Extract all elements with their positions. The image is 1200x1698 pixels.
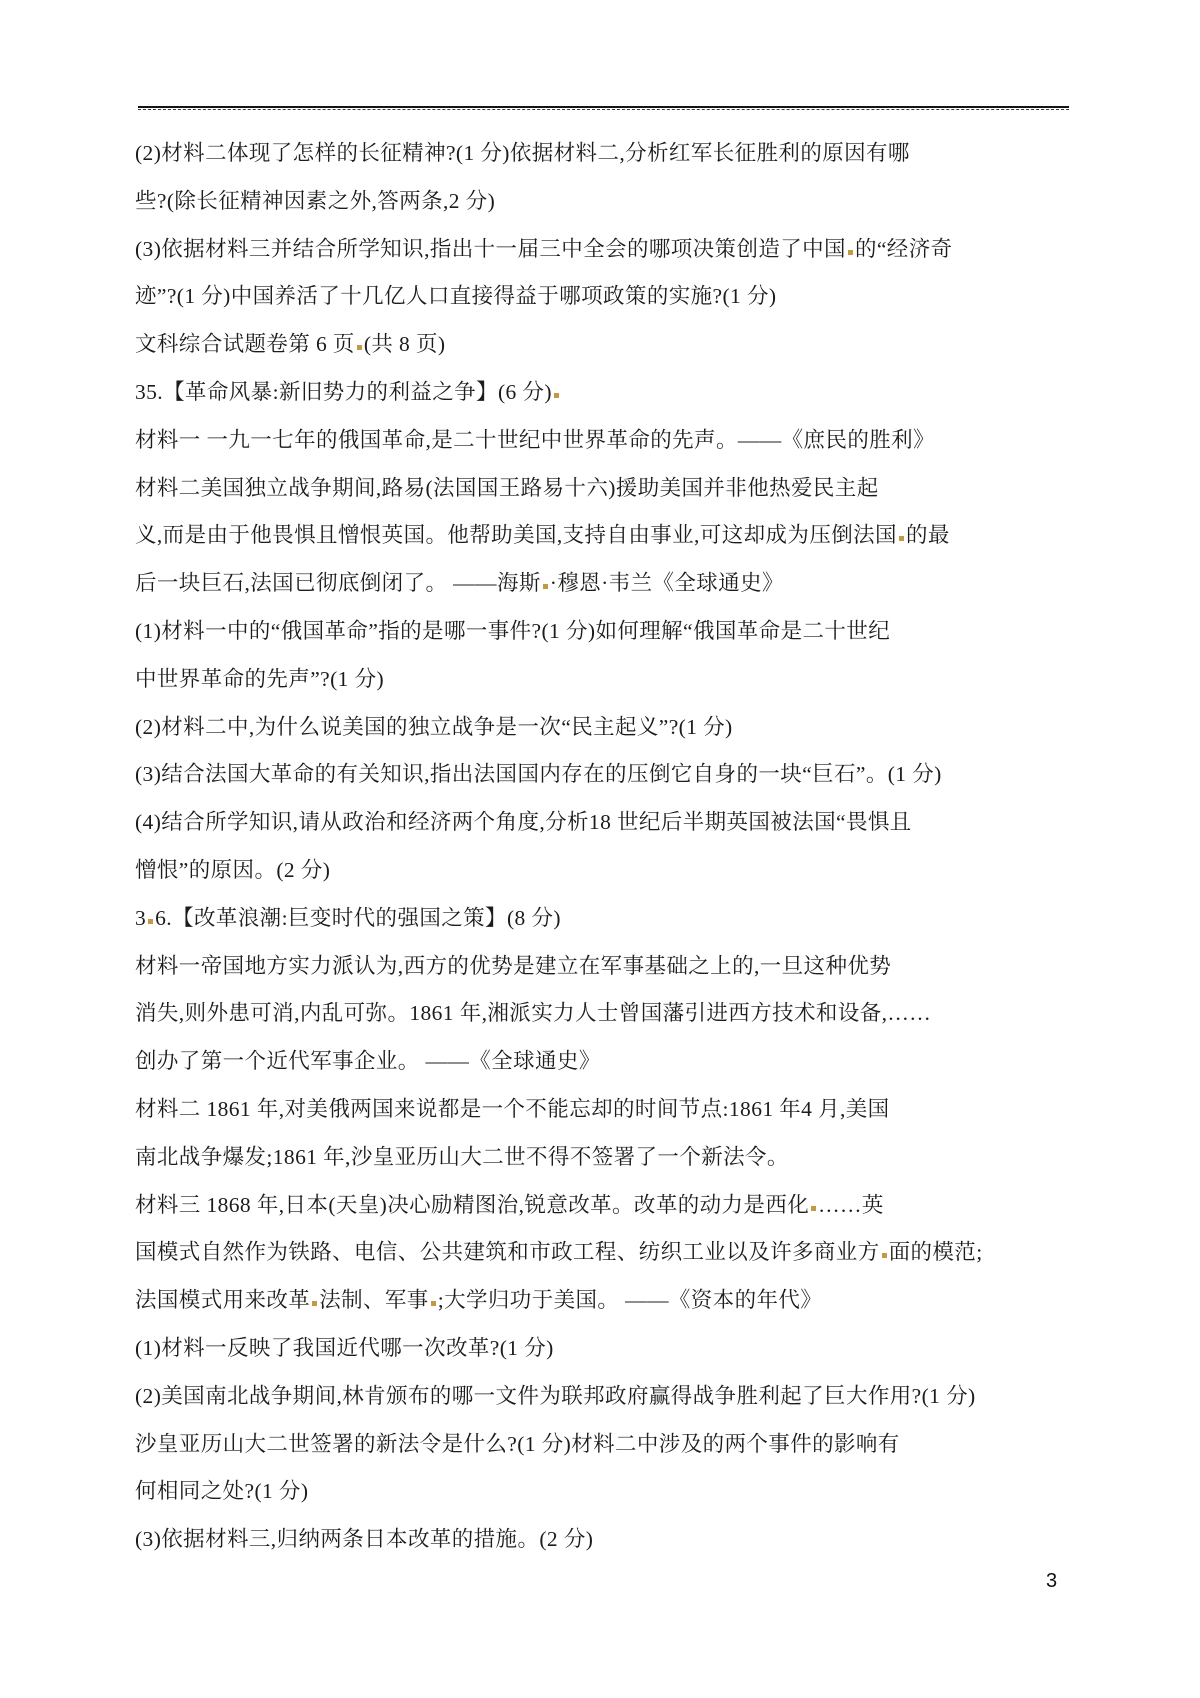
annotation-dot [899,536,904,541]
text-line [135,895,1085,943]
top-divider-line [138,106,1069,110]
text-segment: 憎恨”的原因。(2 分) [135,857,331,882]
text-line [135,273,1085,321]
annotation-dot [431,1301,436,1306]
text-segment: 迹”?(1 分)中国养活了十几亿人口直接得益于哪项政策的实施?(1 分) [135,284,777,309]
text-line [135,465,1085,513]
text-segment: 国模式自然作为铁路、电信、公共建筑和市政工程、纺织工业以及许多商业方 [135,1240,880,1265]
text-segment: 南北战争爆发;1861 年,沙皇亚历山大二世不得不签署了一个新法令。 [135,1144,789,1169]
text-segment: (2)美国南北战争期间,林肯颁布的哪一文件为联邦政府赢得战争胜利起了巨大作用?(1 分) [135,1383,976,1408]
page-number: 3 [1046,1570,1058,1592]
text-segment: (3)依据材料三,归纳两条日本改革的措施。(2 分) [135,1527,594,1552]
text-line [135,1421,1085,1469]
text-line [135,608,1085,656]
text-segment: 35.【革命风暴:新旧势力的利益之争】(6 分) [135,379,552,404]
text-line [135,1468,1085,1516]
annotation-dot [357,345,362,350]
text-line [135,512,1085,560]
text-segment: 后一块巨石,法国已彻底倒闭了。 ——海斯 [135,571,541,596]
text-line [135,799,1085,847]
text-segment: 沙皇亚历山大二世签署的新法令是什么?(1 分)材料二中涉及的两个事件的影响有 [135,1431,900,1456]
text-segment: (3)依据材料三并结合所学知识,指出十一届三中全会的哪项决策创造了中国 [135,236,846,261]
text-line [135,1277,1085,1325]
text-line [135,751,1085,799]
text-segment: 材料二 1861 年,对美俄两国来说都是一个不能忘却的时间节点:1861 年4 月,美国 [135,1096,890,1121]
text-segment: 材料二美国独立战争期间,路易(法国国王路易十六)援助美国并非他热爱民主起 [135,475,879,500]
text-segment: 法制、军事 [319,1288,429,1313]
text-segment: (共 8 页) [363,332,446,357]
annotation-dot [811,1206,816,1211]
text-segment: (2)材料二中,为什么说美国的独立战争是一次“民主起义”?(1 分) [135,714,733,739]
text-segment: 义,而是由于他畏惧且憎恨英国。他帮助美国,支持自由事业,可这却成为压倒法国 [135,523,897,548]
text-segment: ·穆恩·韦兰《全球通史》 [549,571,784,596]
text-line [135,321,1085,369]
text-segment: 面的模范; [888,1240,983,1265]
text-line [135,943,1085,991]
annotation-dot [312,1301,317,1306]
text-segment: 何相同之处?(1 分) [135,1479,309,1504]
text-segment: 3 [135,905,147,930]
text-segment: (4)结合所学知识,请从政治和经济两个角度,分析18 世纪后半期英国被法国“畏惧且 [135,810,912,835]
text-segment: 材料一 一九一七年的俄国革命,是二十世纪中世界革命的先声。——《庶民的胜利》 [135,427,935,452]
text-segment: (3)结合法国大革命的有关知识,指出法国国内存在的压倒它自身的一块“巨石”。(1 分) [135,762,942,787]
text-line [135,1086,1085,1134]
text-segment: (1)材料一中的“俄国革命”指的是哪一事件?(1 分)如何理解“俄国革命是二十世纪 [135,618,891,643]
annotation-dot [554,393,559,398]
annotation-dot [882,1253,887,1258]
text-segment: 中世界革命的先声”?(1 分) [135,666,385,691]
text-line [135,656,1085,704]
text-line [135,1182,1085,1230]
text-segment: 的最 [905,523,950,548]
text-line [135,1134,1085,1182]
annotation-dot [148,919,153,924]
text-line [135,130,1085,178]
text-line [135,369,1085,417]
text-segment: 消失,则外患可消,内乱可弥。1861 年,湘派实力人士曾国藩引进西方技术和设备,…… [135,1001,932,1026]
text-line [135,1229,1085,1277]
text-segment: ;大学归功于美国。 ——《资本的年代》 [437,1288,823,1313]
text-line [135,560,1085,608]
text-segment: 文科综合试题卷第 6 页 [135,332,355,357]
text-segment: 的“经济奇 [854,236,953,261]
text-line [135,178,1085,226]
text-segment: 材料三 1868 年,日本(天皇)决心励精图治,锐意改革。改革的动力是西化 [135,1192,810,1217]
text-line [135,1516,1085,1564]
text-body [135,130,1085,1564]
annotation-dot [543,584,548,589]
text-line [135,417,1085,465]
text-line [135,1038,1085,1086]
text-segment: 些?(除长征精神因素之外,答两条,2 分) [135,188,496,213]
text-line [135,704,1085,752]
text-line [135,226,1085,274]
text-segment: 创办了第一个近代军事企业。 ——《全球通史》 [135,1049,601,1074]
text-segment: (1)材料一反映了我国近代哪一次改革?(1 分) [135,1335,554,1360]
text-line [135,990,1085,1038]
text-line [135,847,1085,895]
text-segment: ……英 [818,1192,884,1217]
text-line [135,1325,1085,1373]
text-segment: (2)材料二体现了怎样的长征精神?(1 分)依据材料二,分析红军长征胜利的原因有哪 [135,141,910,165]
annotation-dot [848,250,853,255]
text-segment: 6.【改革浪潮:巨变时代的强国之策】(8 分) [155,905,561,930]
text-segment: 材料一帝国地方实力派认为,西方的优势是建立在军事基础之上的,一旦这种优势 [135,953,892,978]
text-line [135,1373,1085,1421]
text-segment: 法国模式用来改革 [135,1288,311,1313]
